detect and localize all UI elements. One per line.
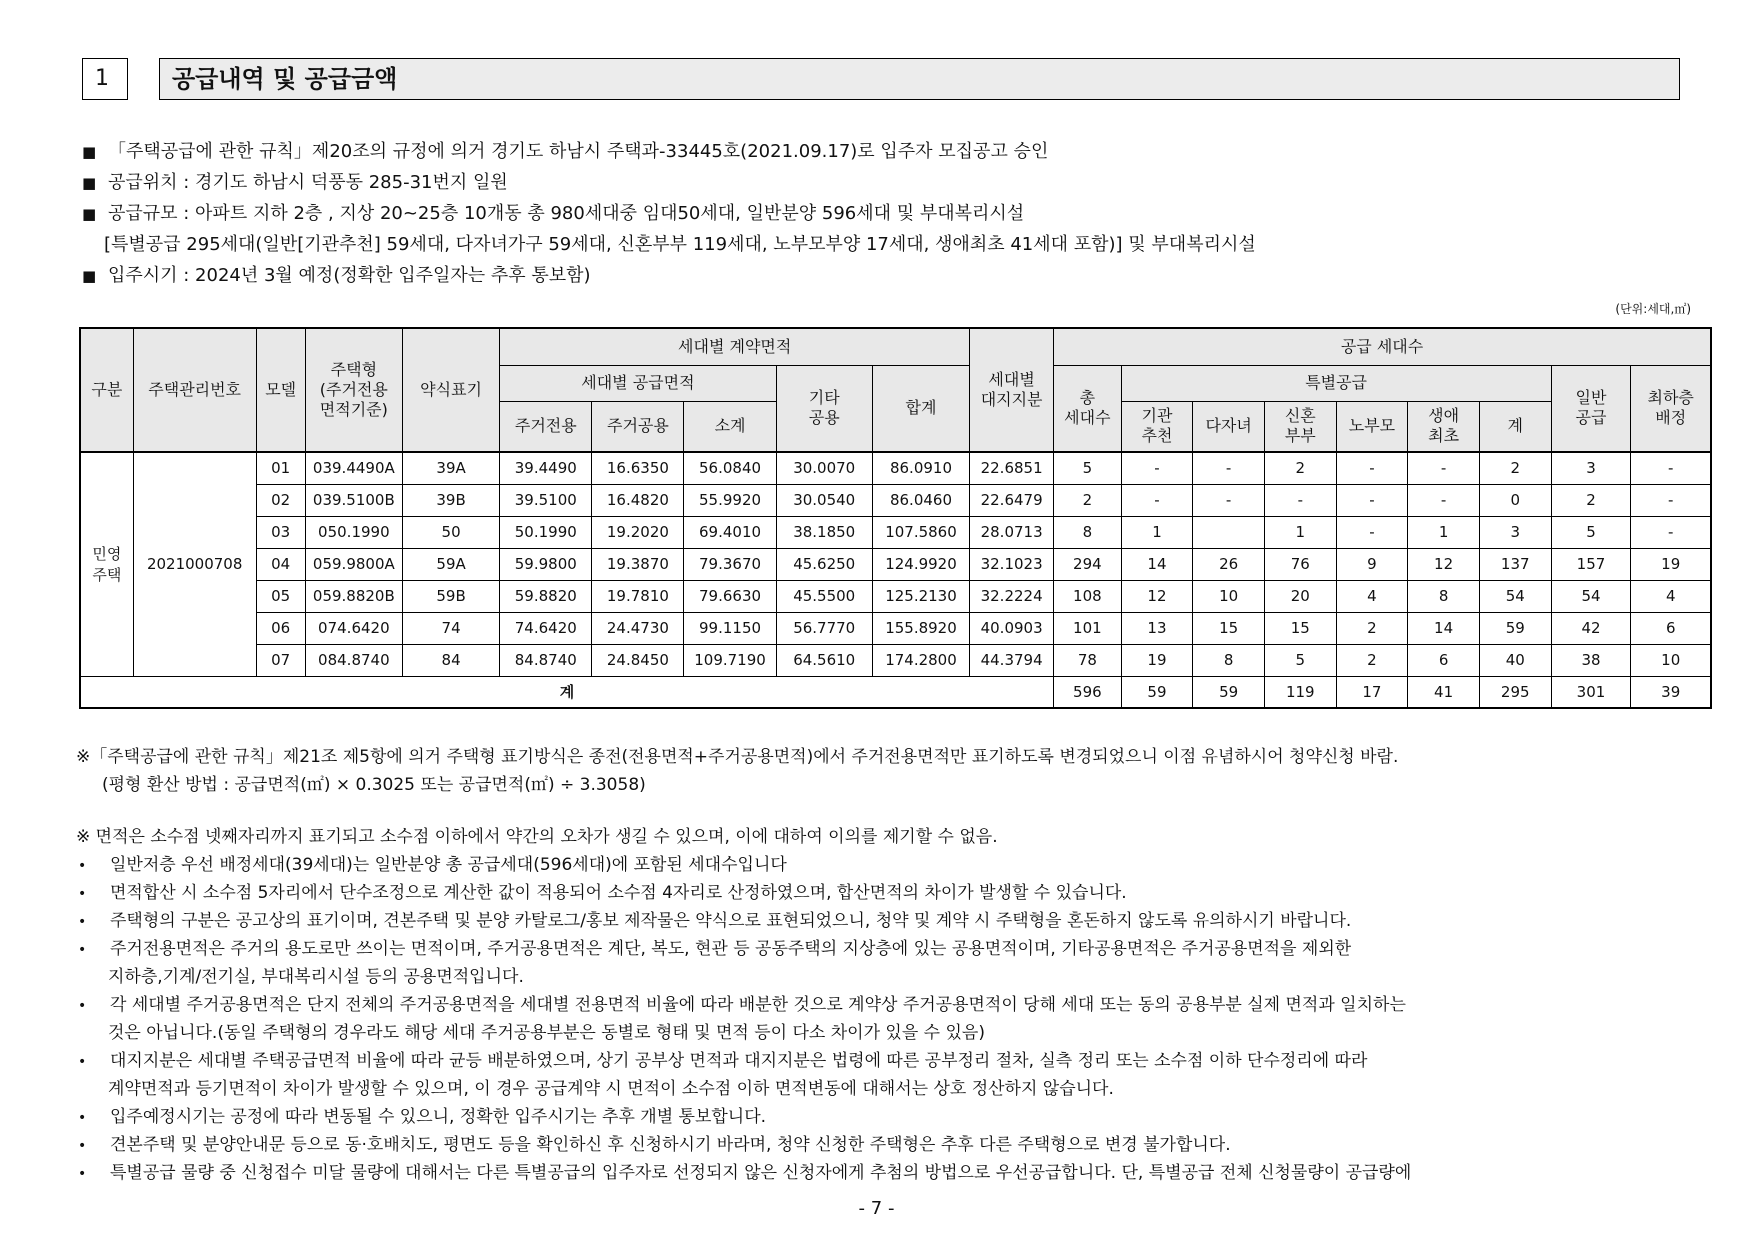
cell-inst: 19 [1121, 644, 1193, 676]
intro-move-in-text: 입주시기 : 2024년 3월 예정(정확한 입주일자는 추후 통보함) [108, 265, 591, 286]
cell-type: 039.4490A [305, 452, 402, 484]
note-continuation: 지하층,기계/전기실, 부대복리시설 등의 공용면적입니다. [108, 967, 524, 987]
cell-low: - [1631, 484, 1711, 516]
bullet-dot-icon: • [78, 886, 87, 902]
table-row [80, 484, 1711, 516]
cell-type: 039.5100B [305, 484, 402, 516]
total-label: 계 [80, 676, 1054, 708]
cell-comm: 19.3870 [592, 548, 684, 580]
note-reference-2: ※ 면적은 소수점 넷째자리까지 표기되고 소수점 이하에서 약간의 오차가 생길 수 있으며, 이에 대하여 이의를 제기할 수 없음. [76, 827, 998, 847]
cell-newly: 2 [1264, 452, 1336, 484]
intro-line [82, 167, 1682, 198]
cell-ssum: 3 [1479, 516, 1551, 548]
cell-inst: 13 [1121, 612, 1193, 644]
cell-other: 30.0070 [776, 452, 872, 484]
header-lowest-floor: 최하층 배정 [1631, 365, 1711, 452]
note-item [76, 907, 1696, 935]
note-item [76, 991, 1696, 1019]
cell-inst: - [1121, 452, 1193, 484]
note-text: 각 세대별 주거공용면적은 단지 전체의 주거공용면적을 세대별 전용면적 비율에 따라 배분한 것으로 계약상 주거공용면적이 당해 세대 또는 동의 공용부분 실제 면적과 일치하는 [110, 995, 1406, 1015]
cell-type: 059.9800A [305, 548, 402, 580]
header-mgmt-no: 주택관리번호 [133, 328, 256, 452]
cell-inst: - [1121, 484, 1193, 516]
intro-block [82, 136, 1682, 291]
total-ssum: 295 [1479, 676, 1551, 708]
cell-inst: 14 [1121, 548, 1193, 580]
header-contract-area: 세대별 계약면적 [500, 328, 970, 365]
cell-low: 4 [1631, 580, 1711, 612]
note-text: 특별공급 물량 중 신청접수 미달 물량에 대해서는 다른 특별공급의 입주자로 선정되지 않은 신청자에게 추첨의 방법으로 우선공급합니다. 단, 특별공급 전체 신청물량이 공급량에 [110, 1163, 1412, 1183]
cell-total: 86.0460 [872, 484, 969, 516]
cell-sub: 79.6630 [684, 580, 776, 612]
cell-land: 32.1023 [970, 548, 1054, 580]
cell-gen: 157 [1551, 548, 1631, 580]
note-text: 주택형의 구분은 공고상의 표기이며, 견본주택 및 분양 카탈로그/홍보 제작물은 약식으로 표현되었으니, 청약 및 계약 시 주택형을 혼돈하지 않도록 유의하시기 바랍니다. [110, 911, 1352, 931]
note-text: 일반저층 우선 배정세대(39세대)는 일반분양 총 공급세대(596세대)에 포함된 세대수입니다 [110, 855, 787, 875]
note-text: 입주예정시기는 공정에 따라 변동될 수 있으니, 정확한 입주시기는 추후 개별 통보합니다. [110, 1107, 767, 1127]
cell-total: 107.5860 [872, 516, 969, 548]
cell-abbr: 84 [402, 644, 499, 676]
cell-land: 28.0713 [970, 516, 1054, 548]
square-bullet-icon: ■ [82, 143, 97, 161]
note-continuation: 계약면적과 등기면적이 차이가 발생할 수 있으며, 이 경우 공급계약 시 면적이 소수점 이하 면적변동에 대해서는 상호 정산하지 않습니다. [108, 1079, 1114, 1099]
section-title: 공급내역 및 공급금액 [159, 58, 1680, 100]
header-first-time: 생애 최초 [1408, 401, 1480, 452]
intro-location-text: 공급위치 : 경기도 하남시 덕풍동 285-31번지 일원 [108, 172, 508, 193]
header-supply-units: 공급 세대수 [1054, 328, 1711, 365]
cell-low: 19 [1631, 548, 1711, 580]
note-item [76, 935, 1696, 963]
bullet-dot-icon: • [78, 914, 87, 930]
cell-inst: 1 [1121, 516, 1193, 548]
total-gen: 301 [1551, 676, 1631, 708]
cell-abbr: 59A [402, 548, 499, 580]
cell-model: 01 [256, 452, 305, 484]
intro-line [82, 198, 1682, 229]
cell-excl: 84.8740 [500, 644, 592, 676]
cell-low: - [1631, 452, 1711, 484]
cell-total: 125.2130 [872, 580, 969, 612]
header-institution: 기관 추천 [1121, 401, 1193, 452]
cell-first: - [1408, 452, 1480, 484]
cell-elder: 2 [1336, 612, 1408, 644]
cell-sub: 69.4010 [684, 516, 776, 548]
header-abbr: 약식표기 [402, 328, 499, 452]
header-total-units: 총 세대수 [1054, 365, 1122, 452]
cell-type: 084.8740 [305, 644, 402, 676]
header-multi-child: 다자녀 [1193, 401, 1265, 452]
cell-total: 174.2800 [872, 644, 969, 676]
cell-sub: 55.9920 [684, 484, 776, 516]
intro-line [82, 136, 1682, 167]
total-newly: 119 [1264, 676, 1336, 708]
cell-elder: 9 [1336, 548, 1408, 580]
cell-comm: 24.8450 [592, 644, 684, 676]
cell-low: - [1631, 516, 1711, 548]
bullet-dot-icon: • [78, 998, 87, 1014]
mgmt-number: 2021000708 [133, 452, 256, 676]
cell-elder: - [1336, 452, 1408, 484]
header-res-exclusive: 주거전용 [500, 401, 592, 452]
table-row [80, 612, 1711, 644]
cell-low: 10 [1631, 644, 1711, 676]
cell-comm: 24.4730 [592, 612, 684, 644]
cell-ssum: 137 [1479, 548, 1551, 580]
cell-first: 1 [1408, 516, 1480, 548]
cell-multi: - [1193, 484, 1265, 516]
cell-ssum: 0 [1479, 484, 1551, 516]
cell-first: 14 [1408, 612, 1480, 644]
bullet-dot-icon: • [78, 858, 87, 874]
note-item [76, 1159, 1696, 1187]
cell-elder: - [1336, 484, 1408, 516]
cell-comm: 19.7810 [592, 580, 684, 612]
cell-units: 78 [1054, 644, 1122, 676]
cell-units: 294 [1054, 548, 1122, 580]
cell-elder: 2 [1336, 644, 1408, 676]
note-reference-1-cont: (평형 환산 방법 : 공급면적(㎡) × 0.3025 또는 공급면적(㎡) ÷ 3.3058) [102, 775, 646, 795]
header-special-sum: 계 [1479, 401, 1551, 452]
cell-abbr: 39B [402, 484, 499, 516]
note-item [76, 851, 1696, 879]
cell-gen: 38 [1551, 644, 1631, 676]
cell-first: 8 [1408, 580, 1480, 612]
cell-excl: 39.4490 [500, 452, 592, 484]
cell-excl: 59.9800 [500, 548, 592, 580]
cell-excl: 50.1990 [500, 516, 592, 548]
cell-excl: 39.5100 [500, 484, 592, 516]
bullet-dot-icon: • [78, 1166, 87, 1182]
cell-gen: 54 [1551, 580, 1631, 612]
cell-gen: 3 [1551, 452, 1631, 484]
cell-other: 64.5610 [776, 644, 872, 676]
table-row [80, 516, 1711, 548]
cell-other: 45.5500 [776, 580, 872, 612]
cell-first: 6 [1408, 644, 1480, 676]
cell-multi: 15 [1193, 612, 1265, 644]
cell-units: 108 [1054, 580, 1122, 612]
cell-low: 6 [1631, 612, 1711, 644]
cell-model: 06 [256, 612, 305, 644]
note-continuation: 것은 아닙니다.(동일 주택형의 경우라도 해당 세대 주거공용부분은 동별로 형태 및 면적 등이 다소 차이가 있을 수 있음) [108, 1023, 985, 1043]
cell-ssum: 59 [1479, 612, 1551, 644]
unit-label: (단위:세대,㎡) [1615, 302, 1691, 316]
intro-continuation: [특별공급 295세대(일반[기관추천] 59세대, 다자녀가구 59세대, 신혼부부 119세대, 노부모부양 17세대, 생애최초 41세대 포함)] 및 부대복리시설 [104, 234, 1256, 255]
cell-excl: 59.8820 [500, 580, 592, 612]
cell-other: 38.1850 [776, 516, 872, 548]
cell-newly: 1 [1264, 516, 1336, 548]
cell-units: 8 [1054, 516, 1122, 548]
square-bullet-icon: ■ [82, 267, 97, 285]
group-label: 민영 주택 [80, 452, 133, 676]
cell-sub: 79.3670 [684, 548, 776, 580]
intro-scale-text: 공급규모 : 아파트 지하 2층 , 지상 20~25층 10개동 총 980세대중 임대50세대, 일반분양 596세대 및 부대복리시설 [108, 203, 1025, 224]
cell-model: 02 [256, 484, 305, 516]
note-item [76, 1131, 1696, 1159]
cell-gen: 5 [1551, 516, 1631, 548]
header-other-common: 기타 공용 [776, 365, 872, 452]
intro-approval-text: 「주택공급에 관한 규칙」제20조의 규정에 의거 경기도 하남시 주택과-33445호(2021.09.17)로 입주자 모집공고 승인 [108, 141, 1049, 162]
cell-ssum: 40 [1479, 644, 1551, 676]
cell-comm: 19.2020 [592, 516, 684, 548]
cell-newly: - [1264, 484, 1336, 516]
cell-total: 86.0910 [872, 452, 969, 484]
cell-sub: 56.0840 [684, 452, 776, 484]
total-units: 596 [1054, 676, 1122, 708]
bullet-dot-icon: • [78, 1110, 87, 1126]
total-first: 41 [1408, 676, 1480, 708]
note-text: 견본주택 및 분양안내문 등으로 동·호배치도, 평면도 등을 확인하신 후 신청하시기 바라며, 청약 신청한 주택형은 추후 다른 주택형으로 변경 불가합니다. [110, 1135, 1231, 1155]
cell-newly: 15 [1264, 612, 1336, 644]
header-newlywed: 신혼 부부 [1264, 401, 1336, 452]
header-elderly: 노부모 [1336, 401, 1408, 452]
cell-elder: 4 [1336, 580, 1408, 612]
total-inst: 59 [1121, 676, 1193, 708]
cell-multi: 26 [1193, 548, 1265, 580]
section-number: 1 [82, 58, 128, 100]
cell-abbr: 59B [402, 580, 499, 612]
cell-other: 30.0540 [776, 484, 872, 516]
cell-multi: - [1193, 452, 1265, 484]
cell-sub: 99.1150 [684, 612, 776, 644]
table-row [80, 644, 1711, 676]
total-multi: 59 [1193, 676, 1265, 708]
note-text: 주거전용면적은 주거의 용도로만 쓰이는 면적이며, 주거공용면적은 계단, 복도, 현관 등 공동주택의 지상층에 있는 공용면적이며, 기타공용면적은 주거공용면적을 제외한 [110, 939, 1352, 959]
cell-ssum: 54 [1479, 580, 1551, 612]
total-elder: 17 [1336, 676, 1408, 708]
cell-comm: 16.6350 [592, 452, 684, 484]
cell-elder: - [1336, 516, 1408, 548]
cell-first: 12 [1408, 548, 1480, 580]
cell-multi [1193, 516, 1265, 548]
bullet-dot-icon: • [78, 942, 87, 958]
section-header [82, 58, 1680, 102]
cell-land: 32.2224 [970, 580, 1054, 612]
cell-total: 155.8920 [872, 612, 969, 644]
cell-other: 56.7770 [776, 612, 872, 644]
header-land-share: 세대별 대지지분 [970, 328, 1054, 452]
note-item [76, 1047, 1696, 1075]
cell-units: 5 [1054, 452, 1122, 484]
square-bullet-icon: ■ [82, 205, 97, 223]
header-special: 특별공급 [1121, 365, 1551, 401]
cell-sub: 109.7190 [684, 644, 776, 676]
cell-other: 45.6250 [776, 548, 872, 580]
cell-model: 05 [256, 580, 305, 612]
cell-model: 04 [256, 548, 305, 580]
cell-excl: 74.6420 [500, 612, 592, 644]
cell-model: 03 [256, 516, 305, 548]
cell-model: 07 [256, 644, 305, 676]
cell-multi: 8 [1193, 644, 1265, 676]
cell-abbr: 39A [402, 452, 499, 484]
cell-abbr: 74 [402, 612, 499, 644]
cell-abbr: 50 [402, 516, 499, 548]
supply-table [79, 327, 1712, 709]
header-gubun: 구분 [80, 328, 133, 452]
total-low: 39 [1631, 676, 1711, 708]
table-row [80, 580, 1711, 612]
cell-land: 40.0903 [970, 612, 1054, 644]
note-text: 면적합산 시 소수점 5자리에서 단수조정으로 계산한 값이 적용되어 소수점 4자리로 산정하였으며, 합산면적의 차이가 발생할 수 있습니다. [110, 883, 1127, 903]
cell-multi: 10 [1193, 580, 1265, 612]
header-total-area: 합계 [872, 365, 969, 452]
cell-gen: 42 [1551, 612, 1631, 644]
cell-first: - [1408, 484, 1480, 516]
cell-type: 050.1990 [305, 516, 402, 548]
note-item [76, 1103, 1696, 1131]
page-number: - 7 - [858, 1198, 895, 1219]
header-model: 모델 [256, 328, 305, 452]
intro-line [82, 260, 1682, 291]
cell-units: 2 [1054, 484, 1122, 516]
header-subtotal: 소계 [684, 401, 776, 452]
bullet-dot-icon: • [78, 1054, 87, 1070]
cell-land: 22.6851 [970, 452, 1054, 484]
cell-land: 22.6479 [970, 484, 1054, 516]
table-row [80, 452, 1711, 484]
cell-land: 44.3794 [970, 644, 1054, 676]
square-bullet-icon: ■ [82, 174, 97, 192]
cell-inst: 12 [1121, 580, 1193, 612]
cell-total: 124.9920 [872, 548, 969, 580]
cell-gen: 2 [1551, 484, 1631, 516]
cell-newly: 20 [1264, 580, 1336, 612]
cell-units: 101 [1054, 612, 1122, 644]
cell-comm: 16.4820 [592, 484, 684, 516]
header-supply-area: 세대별 공급면적 [500, 365, 776, 401]
header-general: 일반 공급 [1551, 365, 1631, 452]
cell-ssum: 2 [1479, 452, 1551, 484]
header-res-common: 주거공용 [592, 401, 684, 452]
cell-newly: 5 [1264, 644, 1336, 676]
bullet-dot-icon: • [78, 1138, 87, 1154]
note-item [76, 879, 1696, 907]
note-text: 대지지분은 세대별 주택공급면적 비율에 따라 균등 배분하였으며, 상기 공부상 면적과 대지지분은 법령에 따른 공부정리 절차, 실측 정리 또는 소수점 이하 단수정리에 따라 [110, 1051, 1368, 1071]
note-reference-1: ※「주택공급에 관한 규칙」제21조 제5항에 의거 주택형 표기방식은 종전(전용면적+주거공용면적)에서 주거전용면적만 표기하도록 변경되었으니 이점 유념하시어 청약신청 바람. [76, 747, 1399, 767]
table-row [80, 548, 1711, 580]
cell-newly: 76 [1264, 548, 1336, 580]
notes-block [76, 743, 1696, 1187]
total-row [80, 676, 1711, 708]
cell-type: 059.8820B [305, 580, 402, 612]
cell-type: 074.6420 [305, 612, 402, 644]
header-house-type: 주택형 (주거전용 면적기준) [305, 328, 402, 452]
